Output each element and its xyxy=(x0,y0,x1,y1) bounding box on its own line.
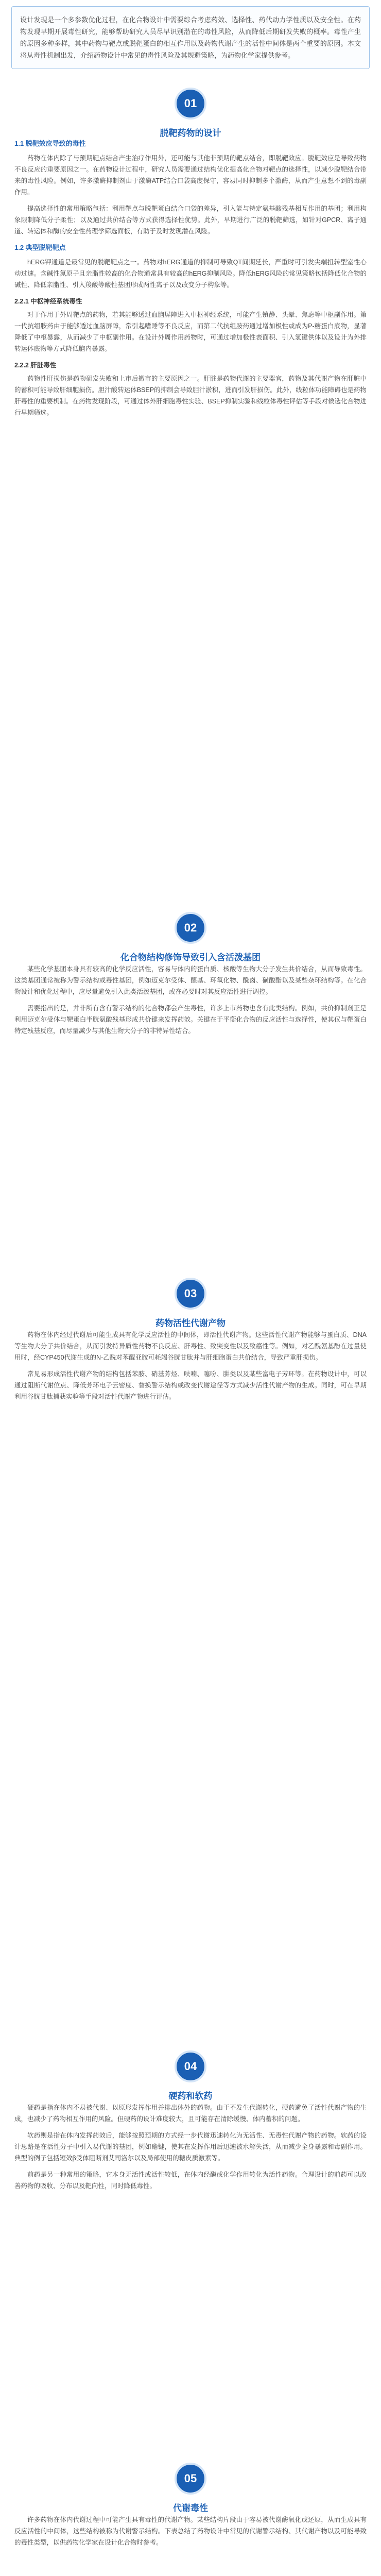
paragraph: 软药则是指在体内发挥药效后，能够按照预期的方式经一步代谢迅速转化为无活性、无毒性代谢产物的药物。软药的设计思路是在活性分子中引入易代谢的基团，例如酯键，使其在发挥作用后迅速被水解失活，从而减少全身暴露和毒副作用。典型的例子包括短效β受体阻断剂艾司洛尔以及局部使用的糖皮质激素等。 xyxy=(14,2132,367,2162)
section-header-05 xyxy=(0,2463,381,2514)
section-title: 代谢毒性 xyxy=(173,2503,208,2513)
paragraph: 提高选择性的常用策略包括：利用靶点与脱靶蛋白结合口袋的差异，引入能与特定氨基酸残基相互作用的基团；利用构象限制降低分子柔性；以及通过共价结合等方式获得选择性优势。此外，早期进行广泛的脱靶筛选，如针对GPCR、离子通道、转运体和酶的安全性药理学筛选面板，有助于及时发现潜在风险。 xyxy=(14,205,367,235)
section-title: 脱靶药物的设计 xyxy=(160,128,221,138)
section-title: 硬药和软药 xyxy=(168,2091,213,2101)
paragraph: 药物在体内经过代谢后可能生成具有化学反应活性的中间体，即活性代谢产物。这些活性代谢产物能够与蛋白质、DNA等生物大分子共价结合，从而引发特异质性药物不良反应、肝毒性、致突变性以及致癌性等。例如，对乙酰氨基酚在过量使用时，经CYP450代谢生成的N-乙酰对苯醌亚胺可耗竭谷胱甘肽并与肝细胞蛋白共价结合，导致严重肝损伤。 xyxy=(14,1331,367,1361)
paragraph: 需要指出的是，并非所有含有警示结构的化合物都会产生毒性，许多上市药物也含有此类结构。例如，共价抑制剂正是利用迈克尔受体与靶蛋白半胱氨酸残基形成共价键来发挥药效。关键在于平衡化合物的反应活性与选择性，使其仅与靶蛋白特定残基反应，而尽量减少与其他生物大分子的非特异性结合。 xyxy=(14,1005,367,1035)
section-number: 01 xyxy=(175,88,206,120)
paragraph: hERG钾通道是最常见的脱靶靶点之一。药物对hERG通道的抑制可导致QT间期延长，严重时可引发尖端扭转型室性心动过速。含碱性氮原子且亲脂性较高的化合物通常具有较高的hERG抑制风险。降低hERG风险的常见策略包括降低化合物的碱性、降低亲脂性、引入羧酸等酸性基团形成两性离子以及改变分子构象等。 xyxy=(14,259,367,289)
intro-box: 设计发现是一个多参数优化过程，在化合物设计中需要综合考虑药效、选择性、药代动力学性质以及安全性。在药物发现早期开展毒性研究，能够帮助研究人员尽早识别潜在的毒性风险，从而降低后期研发失败的概率。毒性产生的原因多种多样，其中药物与靶点或脱靶蛋白的相互作用以及药物代谢产生的活性中间体是两个重要的原因。本文将从毒性机制出发，介绍药物设计中常见的毒性风险及其规避策略，为药物化学家提供参考。 xyxy=(11,6,370,69)
section-4-body xyxy=(14,2102,367,2197)
paragraph: 许多药物在体内代谢过程中可能产生具有毒性的代谢产物。某些结构片段由于容易被代谢酶氧化或还原，从而生成具有反应活性的中间体，这些结构被称为代谢警示结构。下表总结了药物设计中常见的代谢警示结构、其代谢产物以及可能导致的毒性类型，以供药物化学家在设计化合物时参考。 xyxy=(14,2516,367,2546)
section-header-04 xyxy=(0,2050,381,2102)
section-2-body xyxy=(14,963,367,1042)
subheading: 1.2 典型脱靶靶点 xyxy=(14,244,66,251)
section-1-body xyxy=(14,134,367,423)
section-number: 05 xyxy=(175,2463,206,2495)
section-3-body xyxy=(14,1329,367,1408)
paragraph: 某些化学基团本身具有较高的化学反应活性，容易与体内的蛋白质、核酸等生物大分子发生共价结合，从而导致毒性。这类基团通常被称为警示结构或毒性基团，例如迈克尔受体、醛基、环氧化物、酰卤、磺酸酯以及某些杂环结构等。在化合物设计和优化过程中，应尽量避免引入此类活泼基团，或在必要时对其反应活性进行调控。 xyxy=(14,965,367,995)
paragraph: 药物在体内除了与预期靶点结合产生治疗作用外，还可能与其他非预期的靶点结合，即脱靶效应。脱靶效应是导致药物不良反应的重要原因之一。在药物设计过程中，研究人员需要通过结构优化提高化合物对靶点的选择性，以减少脱靶结合带来的毒性风险。例如，许多激酶抑制剂由于激酶ATP结合口袋高度保守，容易同时抑制多个激酶，从而产生意想不到的毒副作用。 xyxy=(14,155,367,196)
paragraph: 常见易形成活性代谢产物的结构包括苯胺、硝基芳烃、呋喃、噻吩、肼类以及某些富电子芳环等。在药物设计中，可以通过阻断代谢位点、降低芳环电子云密度、替换警示结构或改变代谢途径等方式减少活性代谢产物的生成。同时，可在早期利用谷胱甘肽捕获实验等手段对活性代谢产物进行评估。 xyxy=(14,1370,367,1400)
section-number: 02 xyxy=(175,912,206,944)
paragraph: 药物性肝损伤是药物研发失败和上市后撤市的主要原因之一。肝脏是药物代谢的主要器官，药物及其代谢产物在肝脏中的蓄积可能导致肝细胞损伤。胆汁酸转运体BSEP的抑制会导致胆汁淤积，进而引发肝损伤。此外，线粒体功能障碍也是药物肝毒性的重要机制。在药物发现阶段，可通过体外肝细胞毒性实验、BSEP抑制实验和线粒体毒性评估等手段对候选化合物进行早期筛选。 xyxy=(14,375,367,416)
section-5-body xyxy=(14,2514,367,2553)
subheading: 1.1 脱靶效应导致的毒性 xyxy=(14,140,86,147)
paragraph: 前药是另一种常用的策略，它本身无活性或活性较低，在体内经酶或化学作用转化为活性药物。合理设计的前药可以改善药物的吸收、分布以及靶向性，同时降低毒性。 xyxy=(14,2171,367,2190)
paragraph: 对于作用于外周靶点的药物，若其能够透过血脑屏障进入中枢神经系统，可能产生镇静、头晕、焦虑等中枢副作用。第一代抗组胺药由于能够透过血脑屏障，常引起嗜睡等不良反应，而第二代抗组胺药通过增加极性或成为P-糖蛋白底物，显著降低了中枢暴露，从而减少了中枢副作用。在设计外周作用药物时，可通过增加极性表面积、引入氢键供体以及设计为外排转运体底物等方式降低脑内暴露。 xyxy=(14,311,367,352)
paragraph: 硬药是指在体内不易被代谢、以原形发挥作用并排出体外的药物。由于不发生代谢转化，硬药避免了活性代谢产物的生成，也减少了药物相互作用的风险。但硬药的设计难度较大，且可能存在清除缓慢、体内蓄积的问题。 xyxy=(14,2104,367,2123)
section-header-01 xyxy=(0,88,381,139)
section-header-03 xyxy=(0,1278,381,1329)
subheading: 2.2.1 中枢神经系统毒性 xyxy=(14,298,82,305)
section-number: 04 xyxy=(175,2050,206,2082)
subheading: 2.2.2 肝脏毒性 xyxy=(14,362,57,369)
section-number: 03 xyxy=(175,1278,206,1310)
section-title: 化合物结构修饰导致引入含活泼基团 xyxy=(120,953,261,962)
section-header-02 xyxy=(0,912,381,963)
section-title: 药物活性代谢产物 xyxy=(155,1318,226,1328)
